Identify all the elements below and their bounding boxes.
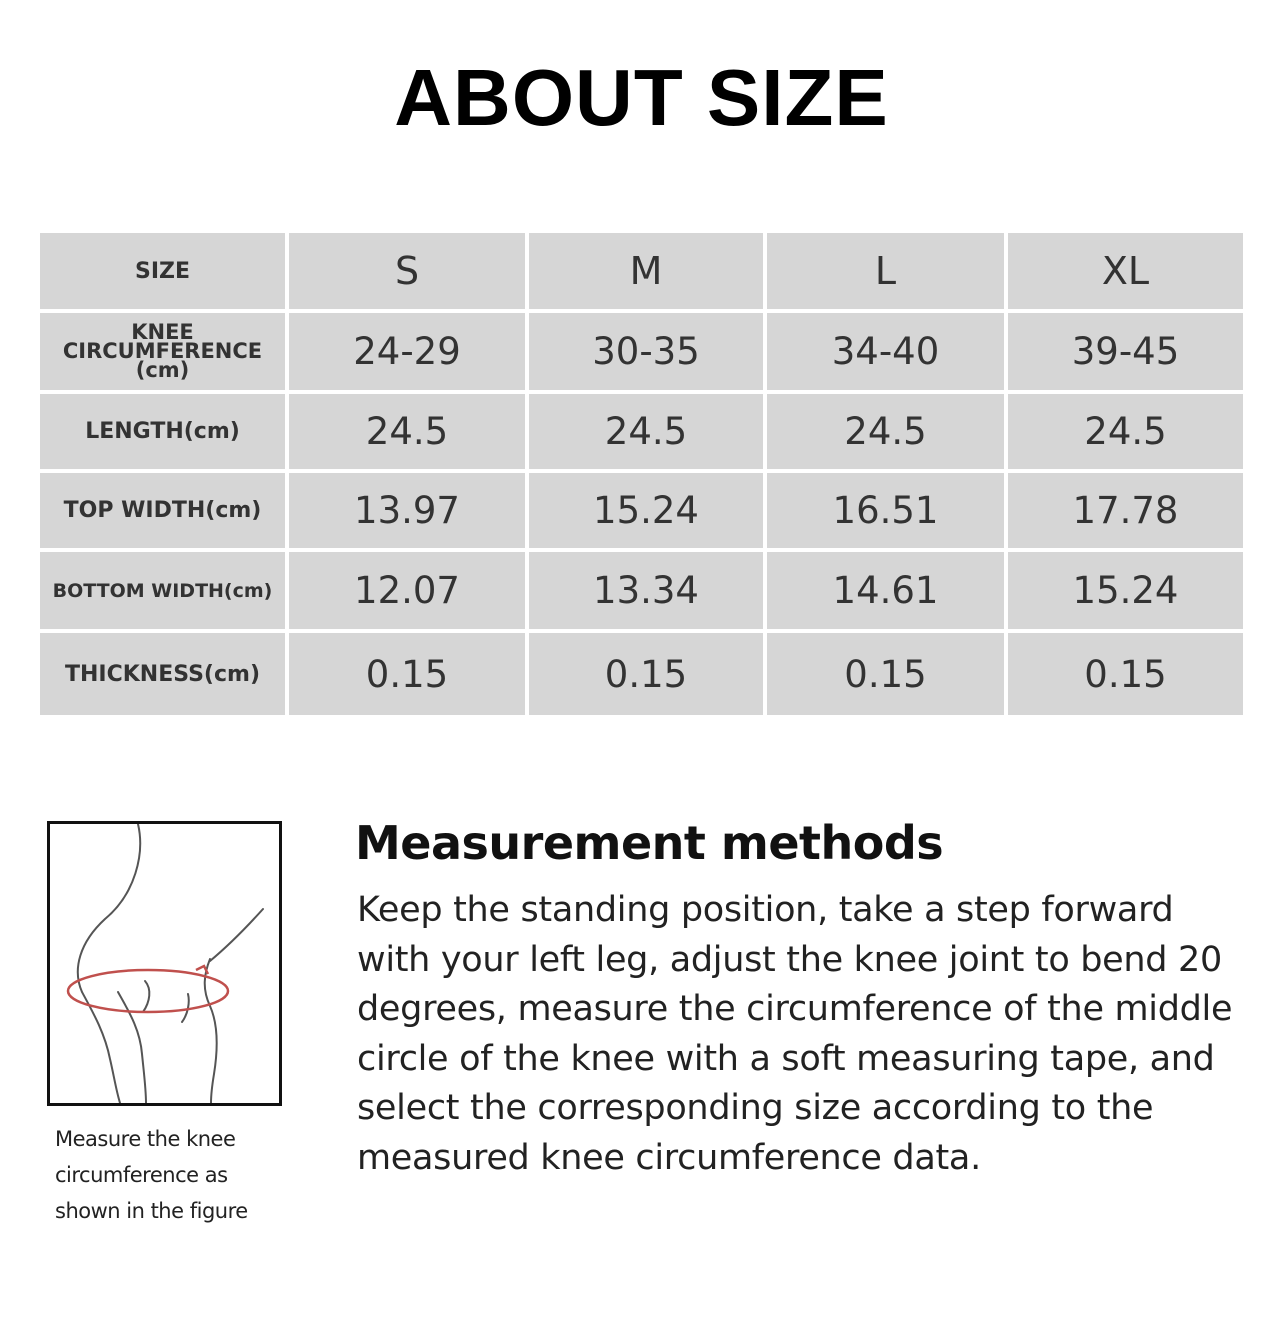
table-cell: 24-29 bbox=[289, 313, 525, 390]
measurement-methods-title: Measurement methods bbox=[355, 816, 944, 870]
caption-line: shown in the figure bbox=[55, 1199, 248, 1223]
table-cell: 0.15 bbox=[767, 633, 1004, 715]
method-text-line: select the corresponding size according to the bbox=[357, 1088, 1154, 1128]
size-xl-header: XL bbox=[1008, 233, 1243, 309]
row-label-line: CIRCUMFERENCE bbox=[62, 339, 263, 363]
table-cell: 39-45 bbox=[1008, 313, 1243, 390]
table-header-row bbox=[40, 233, 1243, 309]
table-row-length bbox=[40, 394, 1243, 469]
size-header: SIZE bbox=[40, 233, 285, 309]
table-cell: 30-35 bbox=[529, 313, 763, 390]
size-l-header: L bbox=[767, 233, 1004, 309]
page-title: ABOUT SIZE bbox=[394, 53, 889, 142]
table-cell: 0.15 bbox=[529, 633, 763, 715]
table-cell: 24.5 bbox=[289, 394, 525, 469]
method-text-line: measured knee circumference data. bbox=[357, 1137, 981, 1178]
knee-measurement-illustration-icon bbox=[50, 824, 279, 1103]
row-label-line: KNEE bbox=[131, 320, 194, 344]
row-label-thickness: THICKNESS(cm) bbox=[40, 633, 285, 715]
method-text-line: Keep the standing position, take a step forward bbox=[357, 890, 1174, 930]
size-chart-table bbox=[36, 229, 1247, 719]
table-cell: 13.97 bbox=[289, 473, 525, 548]
row-label-bottom-width: BOTTOM WIDTH(cm) bbox=[40, 552, 285, 629]
table-cell: 13.34 bbox=[529, 552, 763, 629]
knee-measurement-figure bbox=[47, 821, 282, 1106]
table-cell: 12.07 bbox=[289, 552, 525, 629]
table-cell: 0.15 bbox=[1008, 633, 1243, 715]
row-label-length: LENGTH(cm) bbox=[40, 394, 285, 469]
table-cell: 17.78 bbox=[1008, 473, 1243, 548]
table-row-top-width bbox=[40, 473, 1243, 548]
row-label-top-width: TOP WIDTH(cm) bbox=[40, 473, 285, 548]
table-cell: 24.5 bbox=[529, 394, 763, 469]
table-row-thickness bbox=[40, 633, 1243, 715]
measurement-methods-text bbox=[357, 886, 1257, 1183]
row-label-line: (cm) bbox=[135, 358, 190, 382]
table-cell: 16.51 bbox=[767, 473, 1004, 548]
table-cell: 34-40 bbox=[767, 313, 1004, 390]
method-text-line: circle of the knee with a soft measuring tape, and bbox=[357, 1038, 1215, 1079]
caption-line: circumference as bbox=[55, 1163, 228, 1187]
table-cell: 15.24 bbox=[529, 473, 763, 548]
size-s-header: S bbox=[289, 233, 525, 309]
row-label-knee-circumference bbox=[40, 313, 285, 390]
method-text-line: degrees, measure the circumference of the middle bbox=[357, 989, 1233, 1029]
table-cell: 24.5 bbox=[767, 394, 1004, 469]
method-text-line: with your left leg, adjust the knee joint to bend 20 bbox=[357, 939, 1222, 980]
table-cell: 24.5 bbox=[1008, 394, 1243, 469]
table-cell: 14.61 bbox=[767, 552, 1004, 629]
table-cell: 15.24 bbox=[1008, 552, 1243, 629]
table-cell: 0.15 bbox=[289, 633, 525, 715]
figure-caption bbox=[55, 1121, 295, 1229]
caption-line: Measure the knee bbox=[55, 1127, 236, 1151]
table-row-bottom-width bbox=[40, 552, 1243, 629]
table-row-knee-circumference bbox=[40, 313, 1243, 390]
size-m-header: M bbox=[529, 233, 763, 309]
